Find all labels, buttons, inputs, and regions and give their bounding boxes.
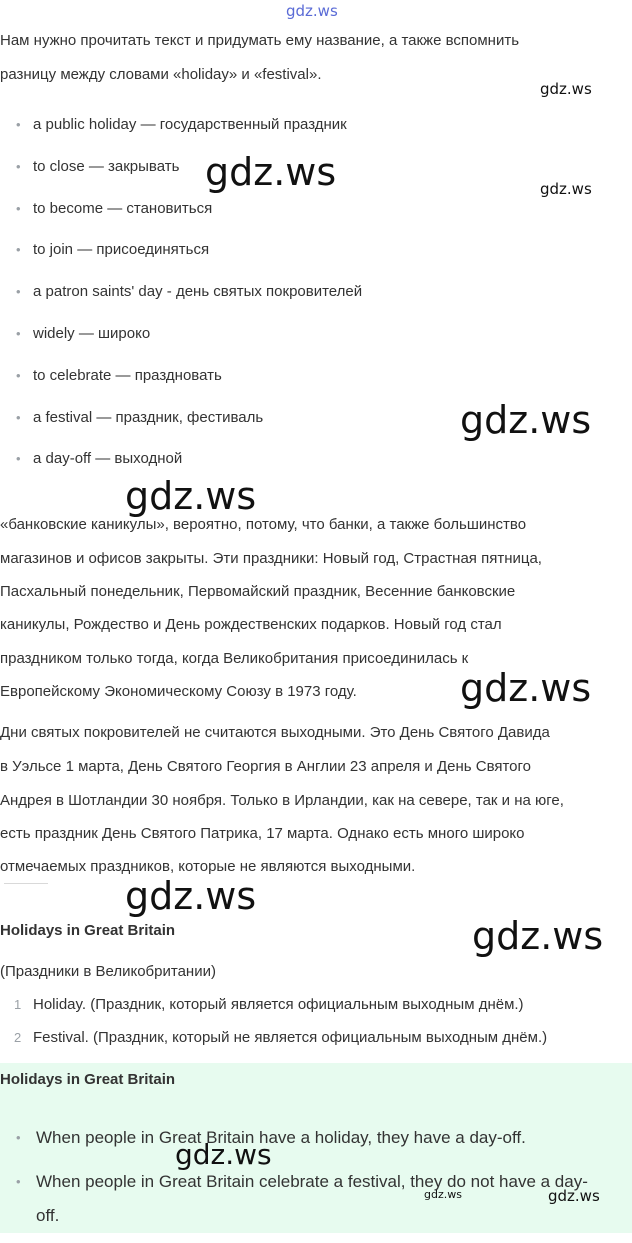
watermark-text: gdz.ws	[424, 1188, 462, 1201]
header-watermark: gdz.ws	[286, 2, 338, 20]
answer-list	[0, 1121, 632, 1243]
watermark-text: gdz.ws	[125, 474, 257, 518]
answer-item: • When people in Great Britain celebrate a festival, they do not have a day- off.	[0, 1165, 632, 1233]
paragraph1-line: Европейскому Экономическому Союзу в 1973 году.	[0, 683, 357, 700]
bullet-icon: •	[16, 325, 21, 341]
bullet-icon: •	[16, 117, 21, 132]
bullet-icon: •	[16, 242, 21, 258]
watermark-text: gdz.ws	[540, 180, 592, 198]
section-title: Holidays in Great Britain	[0, 922, 176, 939]
watermark-text: gdz.ws	[175, 1138, 272, 1171]
section-subtitle: (Праздники в Великобритании)	[0, 963, 216, 980]
bullet-icon: •	[16, 200, 21, 216]
intro-line-1: Нам нужно прочитать текст и придумать ему название, а также вспомнить	[0, 32, 520, 49]
paragraph1-line: Пасхальный понедельник, Первомайский праздник, Весенние банковские	[0, 583, 516, 600]
bullet-icon: •	[16, 158, 21, 174]
watermark-text: gdz.ws	[460, 666, 592, 710]
vocab-item: • a day-off — выходной	[0, 444, 632, 486]
paragraph2-line: есть праздник День Святого Патрика, 17 марта. Однако есть много широко	[0, 825, 525, 842]
vocab-item: • to join — присоединяться	[0, 235, 632, 277]
paragraph1-line: каникулы, Рождество и День рождественских подарков. Новый год стал	[0, 616, 502, 633]
answer-title: Holidays in Great Britain	[0, 1071, 176, 1088]
bullet-icon: •	[16, 451, 21, 467]
vocab-item: • widely — широко	[0, 319, 632, 361]
bullet-icon: •	[16, 409, 21, 425]
paragraph1-line: праздником только тогда, когда Великобритания присоединилась к	[0, 650, 469, 667]
watermark-text: gdz.ws	[460, 398, 592, 442]
paragraph2-line: Андрея в Шотландии 30 ноября. Только в Ирландии, как на севере, так и на юге,	[0, 792, 564, 809]
watermark-text: gdz.ws	[548, 1187, 600, 1205]
intro-line-2: разницу между словами «holiday» и «festival».	[0, 66, 322, 83]
paragraph2-line: Дни святых покровителей не считаются выходными. Это День Святого Давида	[0, 724, 550, 741]
bullet-icon: •	[16, 367, 21, 383]
vocab-item: • to celebrate — праздновать	[0, 361, 632, 403]
vocab-item: • a festival — праздник, фестиваль	[0, 403, 632, 445]
answer-box	[0, 1063, 632, 1233]
vocab-item: • to become — становиться	[0, 194, 632, 236]
bullet-icon: •	[16, 1130, 21, 1145]
paragraph1-line: «банковские каникулы», вероятно, потому, что банки, а также большинство	[0, 516, 527, 533]
watermark-text: gdz.ws	[125, 874, 257, 918]
answer-item: • When people in Great Britain have a holiday, they have a day-off.	[0, 1121, 632, 1155]
vocab-item: • a patron saints' day - день святых покровителей	[0, 277, 632, 319]
numbered-list	[0, 990, 632, 1053]
watermark-text: gdz.ws	[205, 150, 337, 194]
divider	[4, 883, 48, 884]
paragraph2-line: в Уэльсе 1 марта, День Святого Георгия в Англии 23 апреля и День Святого	[0, 758, 532, 775]
watermark-text: gdz.ws	[472, 914, 604, 958]
bullet-icon: •	[16, 1174, 21, 1189]
watermark-text: gdz.ws	[540, 80, 592, 98]
vocab-item: • to close — закрывать	[0, 152, 632, 194]
paragraph2-line: отмечаемых праздников, которые не являются выходными.	[0, 858, 416, 875]
numbered-item: 1 Holiday. (Праздник, который является официальным выходным днём.)	[14, 996, 524, 1013]
numbered-item: 2 Festival. (Праздник, который не является официальным выходным днём.)	[14, 1029, 548, 1046]
paragraph1-line: магазинов и офисов закрыты. Эти праздники: Новый год, Страстная пятница,	[0, 550, 542, 567]
bullet-icon: •	[16, 284, 21, 300]
vocab-item: • a public holiday — государственный праздник	[0, 110, 632, 152]
